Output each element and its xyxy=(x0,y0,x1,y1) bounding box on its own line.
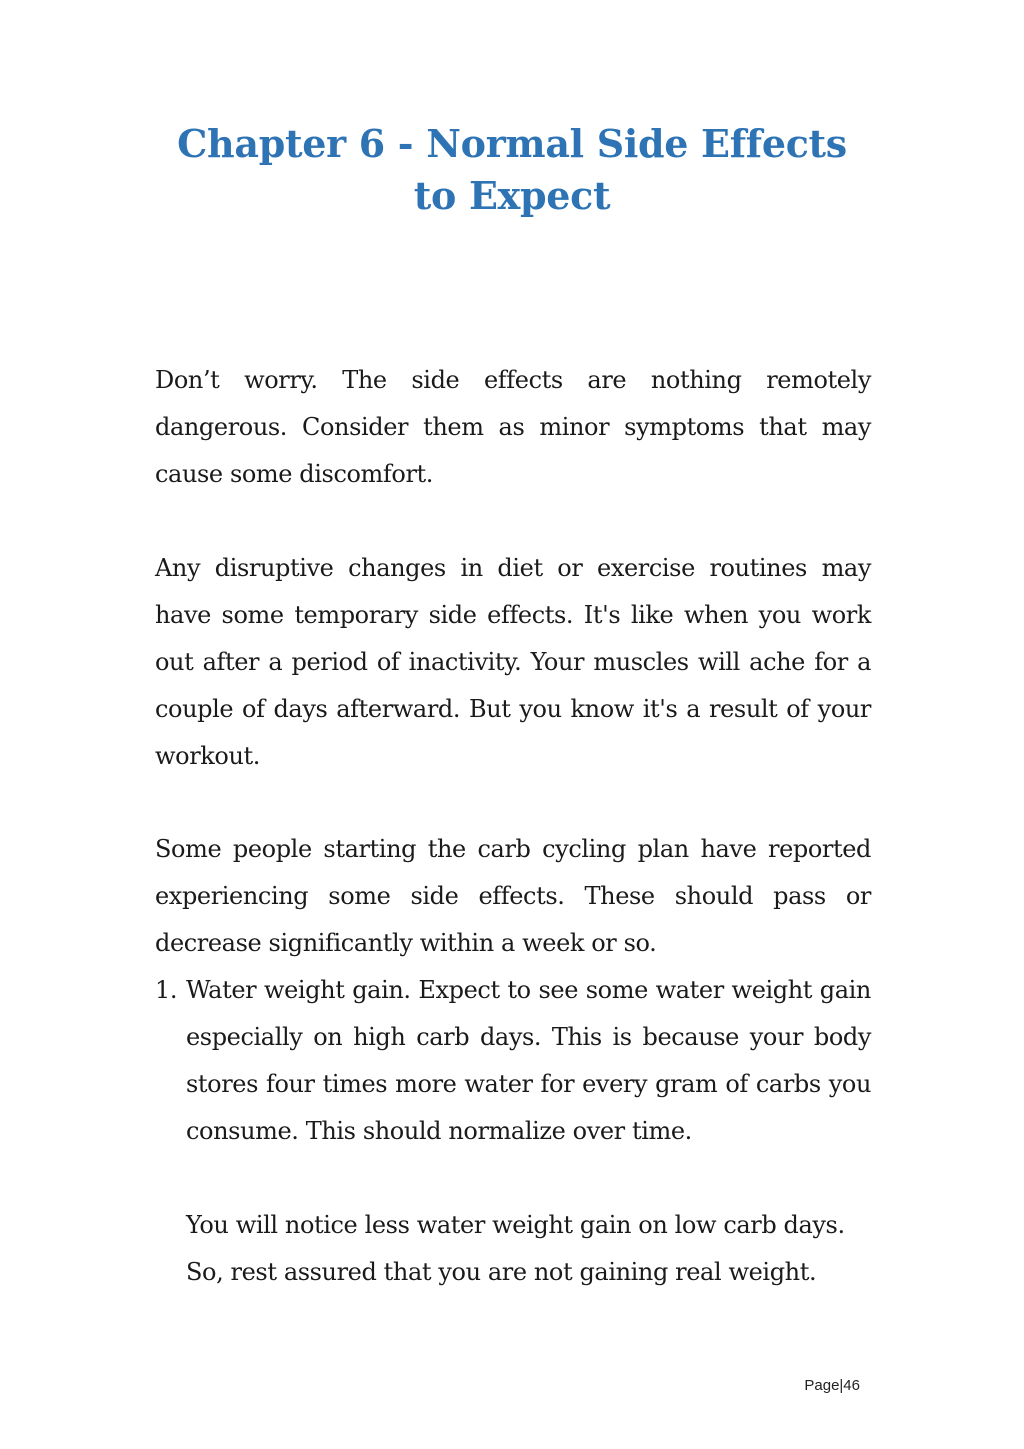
chapter-title-line-2: to Expect xyxy=(413,173,611,218)
paragraph-intro: Don’t worry. The side effects are nothing remotely dangerous. Consider them as minor symptoms that may cause some discomfort. xyxy=(155,366,871,488)
list-item-text: Water weight gain. Expect to see some water weight gain especially on high carb days. This is because your body stores four times more water for every gram of carbs you consume. This should normalize over time. xyxy=(186,976,871,1145)
list-item xyxy=(155,967,871,1296)
paragraph-reported-side-effects: Some people starting the carb cycling plan have reported experiencing some side effects. These should pass or decrease significantly within a week or so. xyxy=(155,835,871,957)
chapter-title-line-1: Chapter 6 - Normal Side Effects xyxy=(177,121,847,166)
paragraph-disruptive-changes: Any disruptive changes in diet or exercise routines may have some temporary side effects. It's like when you work out after a period of inactivity. Your muscles will ache for a couple of days afterward. But you know it's a result of your workout. xyxy=(155,554,871,770)
list-item-number: 1. xyxy=(155,976,178,1004)
list-item-follow-up: You will notice less water weight gain on low carb days. So, rest assured that you are not gaining real weight. xyxy=(186,1211,845,1286)
page-number: Page|46 xyxy=(804,1377,860,1394)
side-effects-list xyxy=(155,967,871,1296)
chapter-title xyxy=(120,118,904,222)
